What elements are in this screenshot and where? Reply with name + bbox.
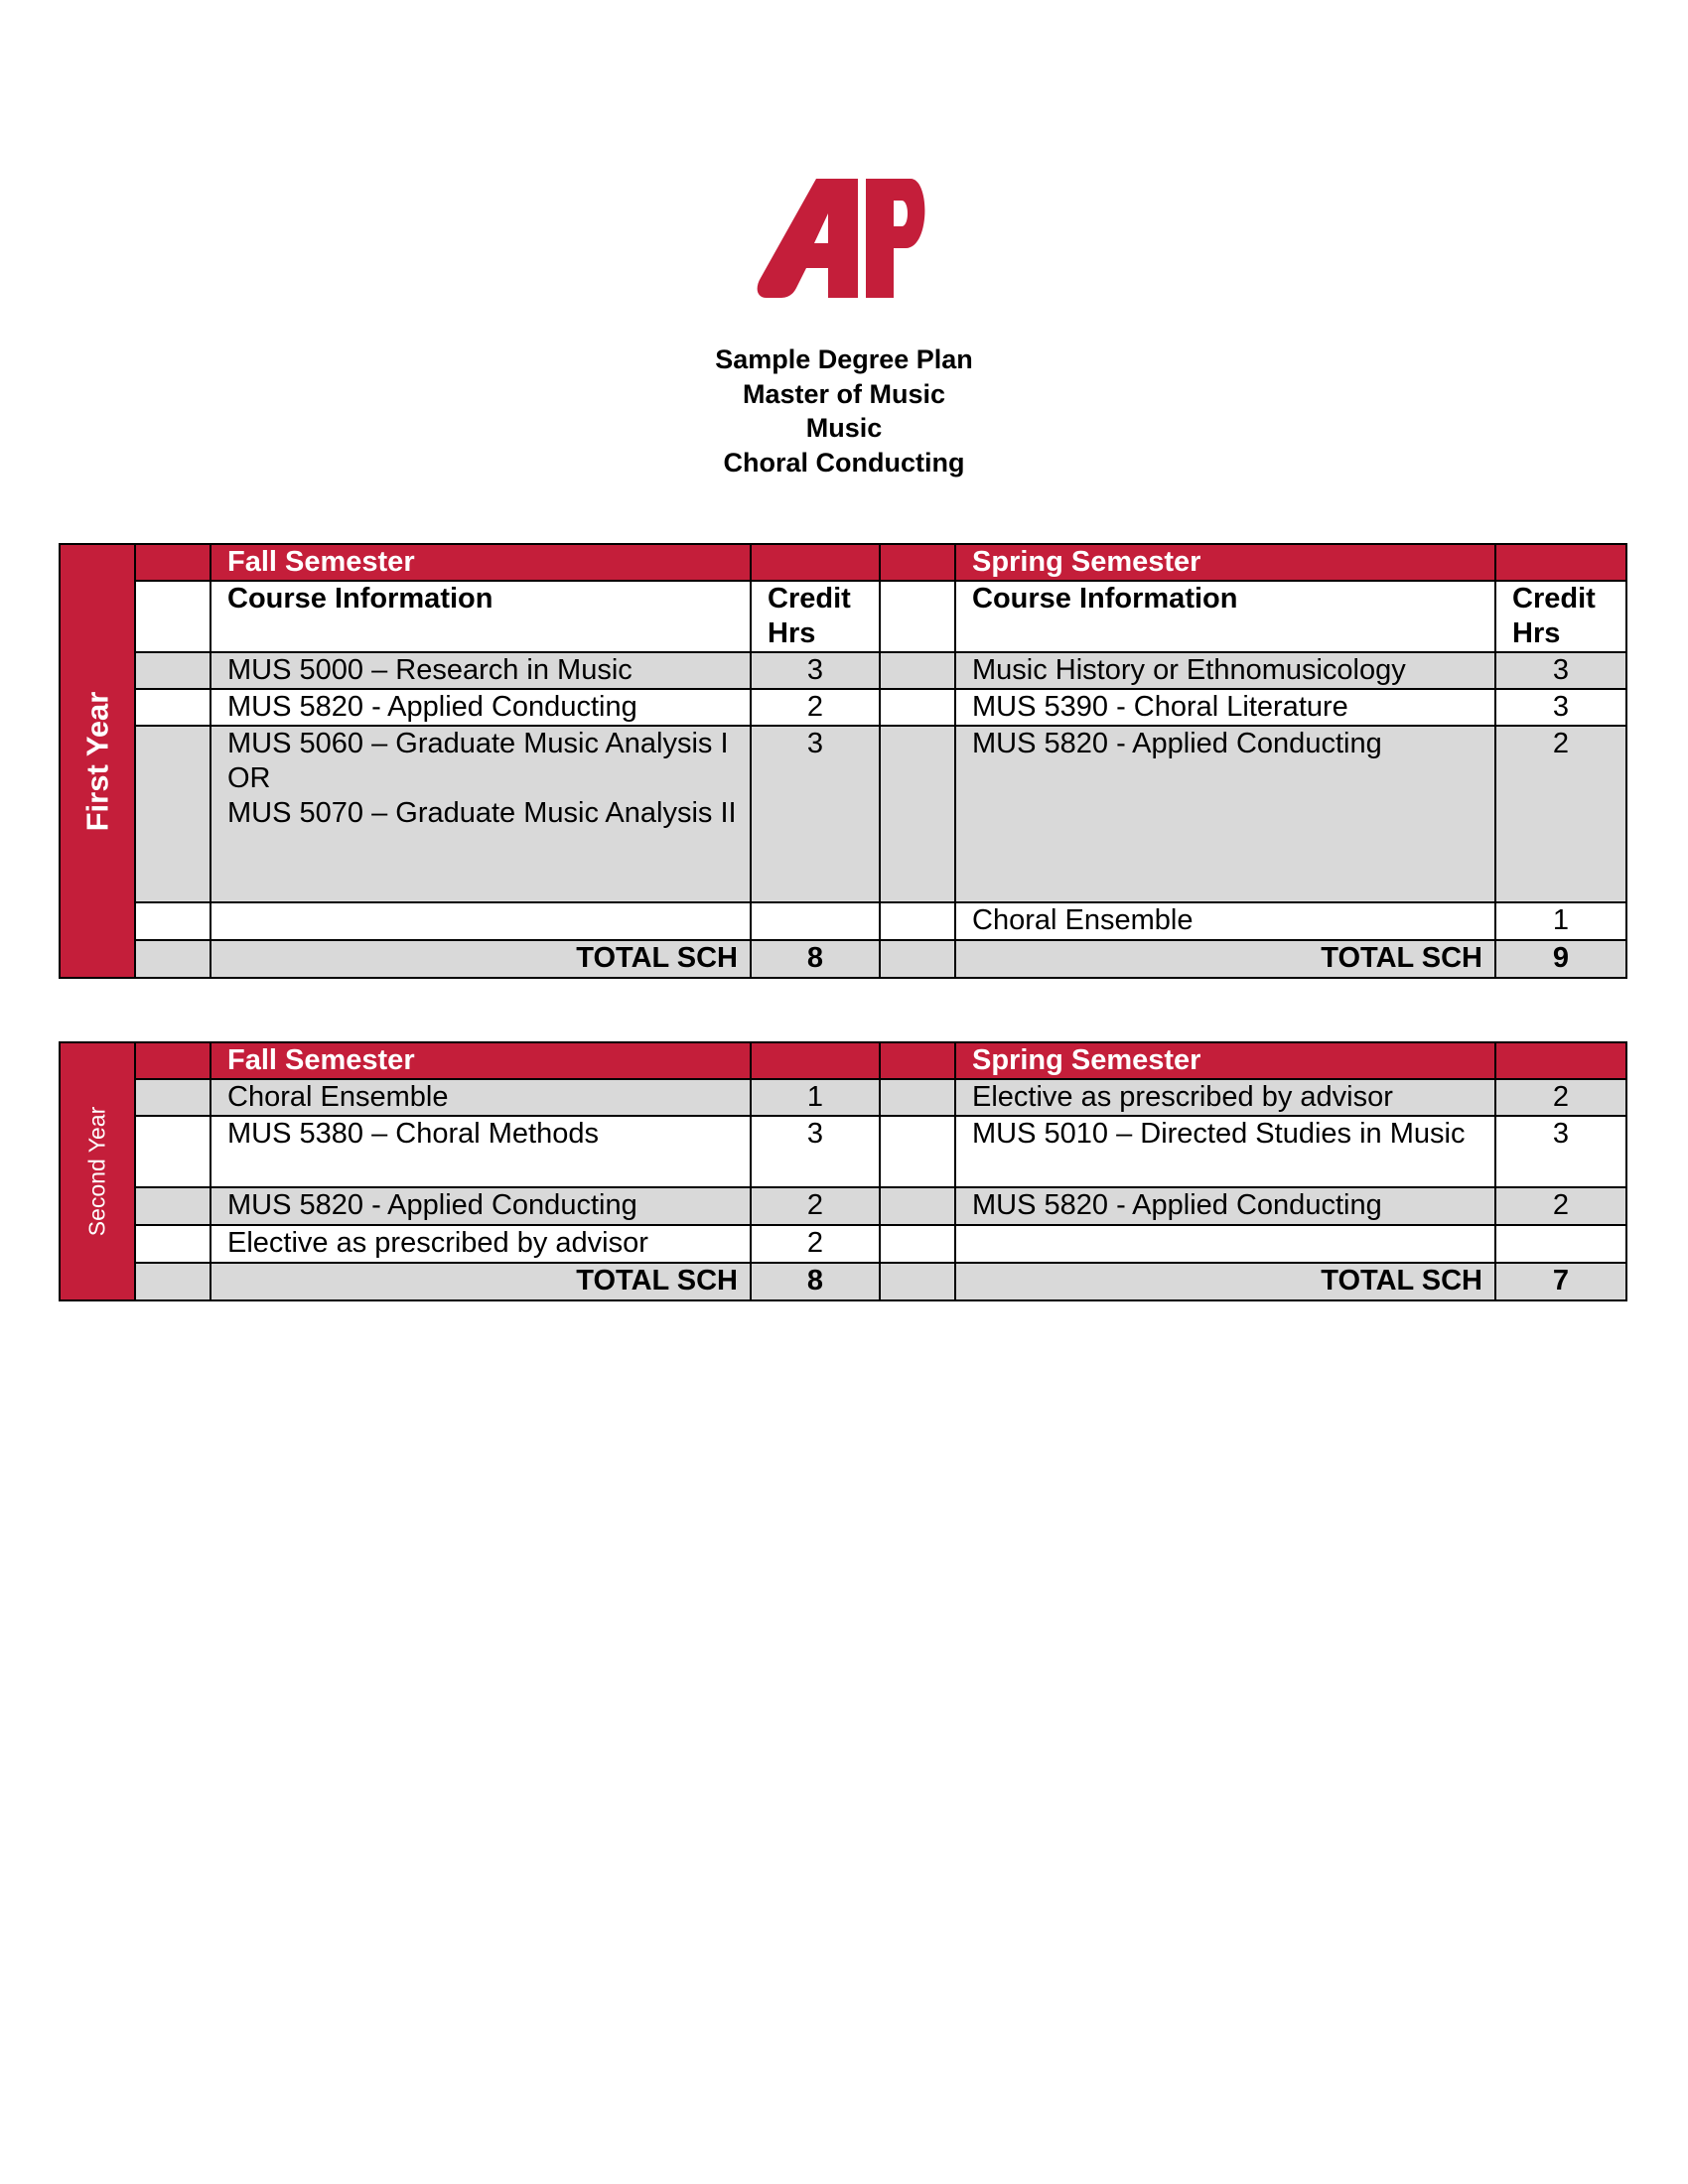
spring-credit [1495, 1225, 1626, 1263]
spring-credit: 3 [1495, 652, 1626, 689]
fall-credit: 2 [751, 689, 880, 726]
spring-credit: 1 [1495, 902, 1626, 940]
fall-credit: 2 [751, 1187, 880, 1225]
spring-course: MUS 5010 – Directed Studies in Music [955, 1116, 1495, 1187]
fall-total-label: TOTAL SCH [211, 1263, 751, 1300]
fall-total-value: 8 [751, 1263, 880, 1300]
spring-course: Music History or Ethnomusicology [955, 652, 1495, 689]
table-row [60, 1079, 1626, 1116]
table-row [60, 652, 1626, 689]
total-row [60, 940, 1626, 978]
spring-course: MUS 5390 - Choral Literature [955, 689, 1495, 726]
second-year-table [59, 1041, 1627, 1301]
fall-course: Choral Ensemble [211, 1079, 751, 1116]
course-info-header: Course Information [211, 581, 751, 652]
table-row [60, 689, 1626, 726]
document-titles [0, 342, 1688, 479]
spring-course: MUS 5820 - Applied Conducting [955, 1187, 1495, 1225]
spring-course: Elective as prescribed by advisor [955, 1079, 1495, 1116]
table-row [60, 1225, 1626, 1263]
fall-course: MUS 5000 – Research in Music [211, 652, 751, 689]
first-year-band [60, 544, 135, 978]
spring-credit: 3 [1495, 1116, 1626, 1187]
fall-total-value: 8 [751, 940, 880, 978]
spring-total-label: TOTAL SCH [955, 1263, 1495, 1300]
title-line-2: Master of Music [742, 378, 946, 409]
credit-hrs-header: Credit Hrs [751, 581, 880, 652]
fall-credit: 3 [751, 1116, 880, 1187]
first-year-table [59, 543, 1627, 979]
fall-semester-header: Fall Semester [211, 1042, 751, 1079]
fall-course [211, 902, 751, 940]
fall-credit: 3 [751, 652, 880, 689]
title-line-3: Music [805, 413, 883, 443]
second-year-band [60, 1042, 135, 1300]
fall-credit: 3 [751, 726, 880, 902]
spring-credit: 2 [1495, 1079, 1626, 1116]
spring-total-value: 9 [1495, 940, 1626, 978]
spring-course: Choral Ensemble [955, 902, 1495, 940]
spring-credit: 2 [1495, 1187, 1626, 1225]
table-row [60, 726, 1626, 902]
fall-course: MUS 5820 - Applied Conducting [211, 1187, 751, 1225]
spring-course [955, 1225, 1495, 1263]
spring-credit: 3 [1495, 689, 1626, 726]
ap-logo [747, 149, 935, 333]
fall-semester-header: Fall Semester [211, 544, 751, 581]
second-year-label: Second Year [83, 1106, 110, 1237]
course-info-header: Course Information [955, 581, 1495, 652]
total-row [60, 1263, 1626, 1300]
fall-credit [751, 902, 880, 940]
spring-total-value: 7 [1495, 1263, 1626, 1300]
title-line-4: Choral Conducting [723, 447, 965, 478]
fall-total-label: TOTAL SCH [211, 940, 751, 978]
fall-credit: 1 [751, 1079, 880, 1116]
spring-total-label: TOTAL SCH [955, 940, 1495, 978]
fall-credit: 2 [751, 1225, 880, 1263]
fall-course: Elective as prescribed by advisor [211, 1225, 751, 1263]
table-row [60, 1116, 1626, 1187]
first-year-label: First Year [79, 691, 115, 831]
spring-credit: 2 [1495, 726, 1626, 902]
table-row [60, 1187, 1626, 1225]
spring-course: MUS 5820 - Applied Conducting [955, 726, 1495, 902]
table-row [60, 902, 1626, 940]
fall-course: MUS 5060 – Graduate Music Analysis I OR MUS 5070 – Graduate Music Analysis II [211, 726, 751, 902]
title-line-1: Sample Degree Plan [715, 344, 973, 374]
spring-semester-header: Spring Semester [955, 544, 1495, 581]
fall-course: MUS 5380 – Choral Methods [211, 1116, 751, 1187]
fall-course: MUS 5820 - Applied Conducting [211, 689, 751, 726]
credit-hrs-header: Credit Hrs [1495, 581, 1626, 652]
spring-semester-header: Spring Semester [955, 1042, 1495, 1079]
